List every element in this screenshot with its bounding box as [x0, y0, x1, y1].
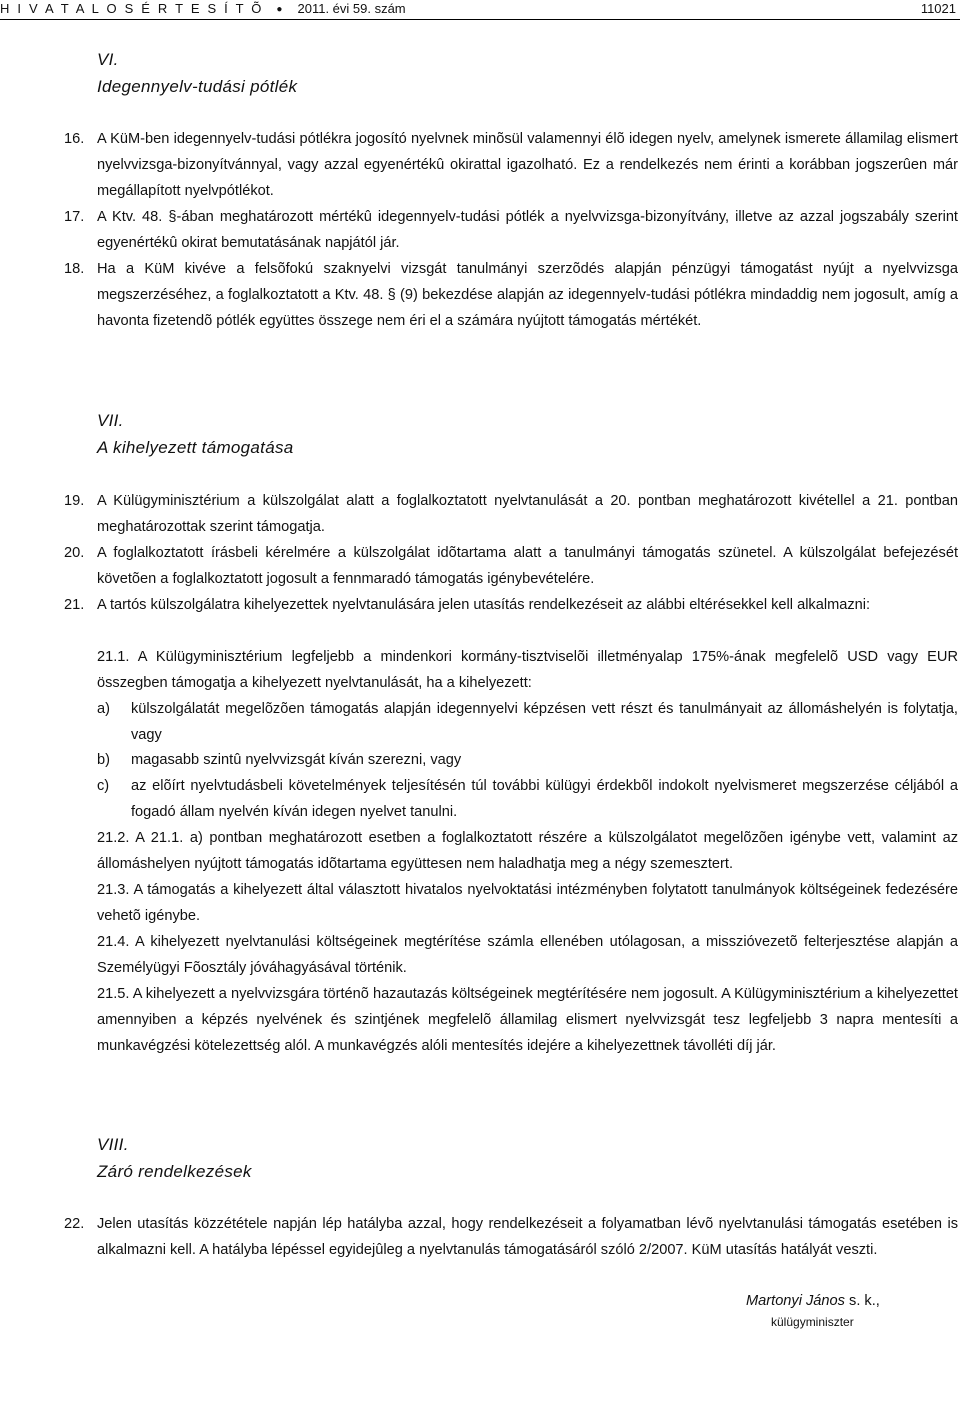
item-text: A KüM-ben idegennyelv-tudási pótlékra jogosító nyelvnek minõsül valamennyi élõ idegen nyelv, amelynek ismerete államilag elismert nyelvvizsga-bizonyítvánnyal, vagy azzal egyenértékû okirattal igazolható. Ez a rendelkezés nem érinti a korábban jogszerûen már megállapított nyelvpótlékot. — [97, 131, 958, 199]
section-title: Idegennyelv-tudási pótlék — [97, 77, 298, 96]
item-number: 21. — [64, 597, 85, 613]
item-text: A Külügyminisztérium a külszolgálat alatt a foglalkoztatott nyelvtanulását a 20. pontban meghatározott kivétellel a 21. pontban meghatározottak szerint támogatja. — [97, 493, 958, 535]
subitem-text: 21.5. A kihelyezett a nyelvvizsgára történõ hazautazás költségeinek megtérítésére nem jogosult. A Külügyminisztérium a kihelyezettet amennyiben a képzés nyelvének és szintjének megfelelõ államilag elismert nyelvvizsgát tesz legfeljebb 3 napra mentesíti a munkavégzési kötelezettség alól. A munkavégzés alóli mentesítés idejére a kihelyezettnek távolléti díj jár. — [97, 986, 958, 1054]
item-number: 18. — [64, 261, 85, 277]
page-header — [0, 0, 960, 20]
subitem-text: 21.4. A kihelyezett nyelvtanulási költségeinek megtérítése számla ellenében utólagosan, a misszióvezetõ felterjesztése alapján a Személyügyi Fõosztály jóváhagyásával történik. — [97, 934, 958, 976]
item-text: A tartós külszolgálatra kihelyezettek nyelvtanulására jelen utasítás rendelkezéseit az alábbi eltérésekkel kell alkalmazni: — [97, 597, 871, 613]
item-text: A foglalkoztatott írásbeli kérelmére a külszolgálat idõtartama alatt a tanulmányi támogatás szünetel. A külszolgálat befejezését követõen a foglalkoztatott jogosult a fennmaradó támogatás igénybevételére. — [97, 545, 958, 587]
page-number: 11021 — [920, 1, 956, 16]
signatory-name: Martonyi János — [746, 1293, 845, 1309]
item-text: Jelen utasítás közzététele napján lép hatályba azzal, hogy rendelkezéseit a folyamatban lévõ nyelvtanulási támogatás esetében is alkalmazni kell. A hatályba lépéssel egyidejûleg a nyelvtanulás támogatásáról szóló 2/2007. KüM utasítás hatályát veszti. — [97, 1216, 958, 1258]
section-number: VI. — [97, 50, 119, 69]
item-number: 19. — [64, 493, 85, 509]
list-item: magasabb szintû nyelvvizsgát kíván szerezni, vagy — [131, 752, 462, 768]
list-label: b) — [97, 752, 110, 768]
year-issue: 2011. évi 59. szám — [297, 1, 406, 16]
section-number: VIII. — [97, 1135, 129, 1154]
header-rule — [0, 19, 960, 20]
bullet-icon: ● — [276, 4, 285, 15]
item-text: Ha a KüM kivéve a felsõfokú szaknyelvi vizsgát tanulmányi szerzõdés alapján pénzügyi támogatást nyújt a nyelvvizsga megszerzéséhez, a foglalkoztatott a Ktv. 48. § (9) bekezdése alapján az idegennyelv-tudási pótlékra mindaddig nem jogosult, amíg a havonta fizetendõ pótlék együttes összege nem éri el a számára nyújtott támogatás mértékét. — [97, 261, 958, 329]
list-label: c) — [97, 778, 110, 794]
subitem-text: 21.3. A támogatás a kihelyezett által választott hivatalos nyelvoktatási intézményben folytatott tanulmányok költségeinek fedezésére vehetõ igénybe. — [97, 882, 958, 924]
publication-title — [0, 1, 406, 16]
item-number: 20. — [64, 545, 85, 561]
publication-name: H I V A T A L O S É R T E S Í T Õ — [0, 1, 264, 16]
section-title: A kihelyezett támogatása — [97, 438, 294, 457]
section-number: VII. — [97, 411, 124, 430]
list-item: az elõírt nyelvtudásbeli követelmények teljesítésén túl további külügyi érdekbõl indokolt nyelvismeret megszerzése céljából a fogadó állam nyelvén kíván idegen nyelvet tanulni. — [131, 778, 958, 820]
list-label: a) — [97, 701, 110, 717]
signature-name — [746, 1293, 880, 1309]
item-number: 17. — [64, 209, 85, 225]
section-title: Záró rendelkezések — [97, 1162, 252, 1181]
signatory-role: külügyminiszter — [771, 1315, 854, 1329]
subitem-text: 21.2. A 21.1. a) pontban meghatározott esetben a foglalkoztatott részére a külszolgálatot megelõzõen igénybe vett, valamint az állomáshelyen nyújtott támogatás idõtartama együttesen nem haladhatja meg a négy szemesztert. — [97, 830, 958, 872]
subitem-text: 21.1. A Külügyminisztérium legfeljebb a mindenkori kormány-tisztviselõi illetményalap 175%-ának megfelelõ USD vagy EUR összegben támogatja a kihelyezett nyelvtanulását, ha a kihelyezett: — [97, 649, 958, 691]
signature-suffix: s. k., — [844, 1293, 880, 1309]
item-number: 16. — [64, 131, 85, 147]
list-item: külszolgálatát megelõzõen támogatás alapján idegennyelvi képzésen vett részt és tanulmányait az állomáshelyén is folytatja, vagy — [131, 701, 958, 743]
item-number: 22. — [64, 1216, 85, 1232]
item-text: A Ktv. 48. §-ában meghatározott mértékû idegennyelv-tudási pótlék a nyelvvizsga-bizonyítvány, illetve az azzal jogszabály szerint egyenértékû okirat bemutatásának napjától jár. — [97, 209, 958, 251]
